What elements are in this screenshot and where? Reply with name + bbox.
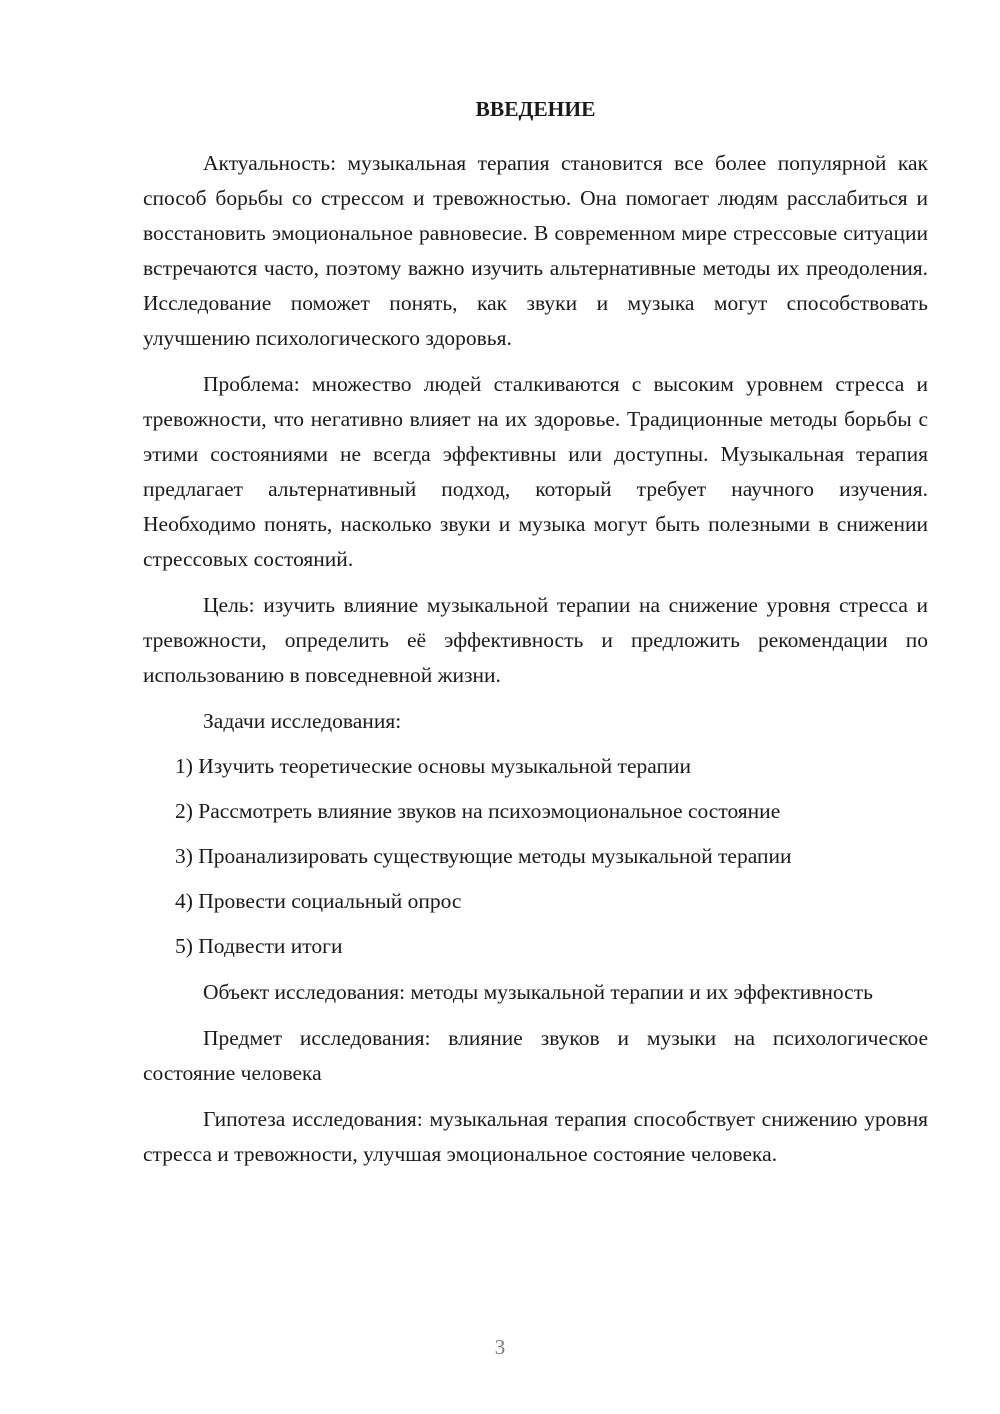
relevance-paragraph: Актуальность: музыкальная терапия становится все более популярной как способ борьбы со стрессом и тревожностью. Она помогает людям расслабиться и восстановить эмоциональное равновесие. В современном мире стрессовые ситуации встречаются часто, поэтому важно изучить альтернативные методы их преодоления. Исследование поможет понять, как звуки и музыка могут способствовать улучшению психологического здоровья. [143,151,928,350]
object-paragraph: Объект исследования: методы музыкальной терапии и их эффективность [203,980,873,1004]
task-item: 1) Изучить теоретические основы музыкальной терапии [175,754,692,778]
task-item: 3) Проанализировать существующие методы музыкальной терапии [175,844,792,868]
hypothesis-paragraph: Гипотеза исследования: музыкальная терапия способствует снижению уровня стресса и тревожности, улучшая эмоциональное состояние человека. [143,1107,928,1166]
page-title: ВВЕДЕНИЕ [475,97,596,121]
task-item: 4) Провести социальный опрос [175,889,462,913]
problem-paragraph: Проблема: множество людей сталкиваются с высоким уровнем стресса и тревожности, что негативно влияет на их здоровье. Традиционные методы борьбы с этими состояниями не всегда эффективны или доступны. Музыкальная терапия предлагает альтернативный подход, который требует научного изучения. Необходимо понять, насколько звуки и музыка могут быть полезными в снижении стрессовых состояний. [143,372,928,571]
task-item: 2) Рассмотреть влияние звуков на психоэмоциональное состояние [175,799,781,823]
subject-paragraph: Предмет исследования: влияние звуков и музыки на психологическое состояние человека [143,1026,928,1085]
tasks-heading: Задачи исследования: [203,709,402,733]
document-page [143,92,928,1183]
tasks-list [143,749,928,964]
page-number: 3 [494,1335,506,1359]
task-item: 5) Подвести итоги [175,934,343,958]
goal-paragraph: Цель: изучить влияние музыкальной терапии на снижение уровня стресса и тревожности, определить её эффективность и предложить рекомендации по использованию в повседневной жизни. [143,593,928,687]
